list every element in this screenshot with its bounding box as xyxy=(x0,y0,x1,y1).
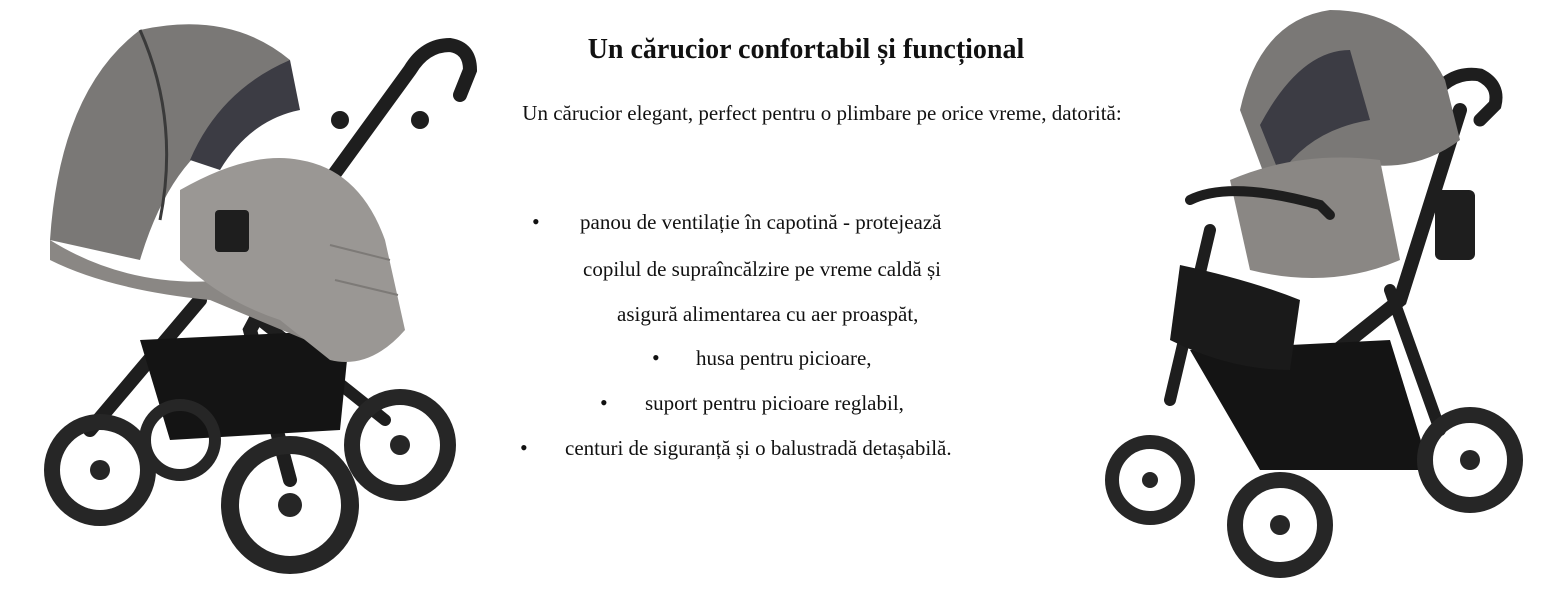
seat-wheel-front-right xyxy=(1235,480,1325,570)
pram-handle-knob-2 xyxy=(411,111,429,129)
seat-wheel-rear xyxy=(1425,415,1515,505)
feature-2-line-1: husa pentru picioare, xyxy=(696,346,872,370)
stroller-pram-image xyxy=(30,0,490,590)
pram-handle xyxy=(330,45,470,180)
seat-cushion xyxy=(1230,158,1400,279)
feature-3-line-1: suport pentru picioare reglabil, xyxy=(645,391,904,415)
feature-4-line-1: centuri de siguranță și o balustradă detașabilă. xyxy=(565,436,952,460)
feature-3-bullet: • xyxy=(600,390,608,415)
pram-cup-holder xyxy=(215,210,249,252)
product-description xyxy=(500,0,1122,590)
feature-4-bullet: • xyxy=(520,435,528,460)
feature-1-line-1: panou de ventilație în capotină - protejează xyxy=(580,210,942,234)
pram-handle-knob xyxy=(331,111,349,129)
stroller-seat-image xyxy=(1100,0,1540,590)
feature-1-bullet: • xyxy=(532,209,540,234)
pram-wheel-rear-right xyxy=(352,397,448,493)
feature-1-line-3: asigură alimentarea cu aer proaspăt, xyxy=(617,302,919,326)
feature-1-line-2: copilul de supraîncălzire pe vreme caldă și xyxy=(583,257,942,281)
pram-wheel-front-left xyxy=(52,422,148,518)
feature-2-bullet: • xyxy=(652,345,660,370)
product-title: Un cărucior confortabil și funcțional xyxy=(587,34,1025,65)
seat-cup-holder xyxy=(1435,190,1475,260)
seat-wheel-front-left xyxy=(1112,442,1188,518)
seat-legrest xyxy=(1170,265,1300,370)
intro-text: Un cărucior elegant, perfect pentru o plimbare pe orice vreme, datorită: xyxy=(522,101,1122,125)
